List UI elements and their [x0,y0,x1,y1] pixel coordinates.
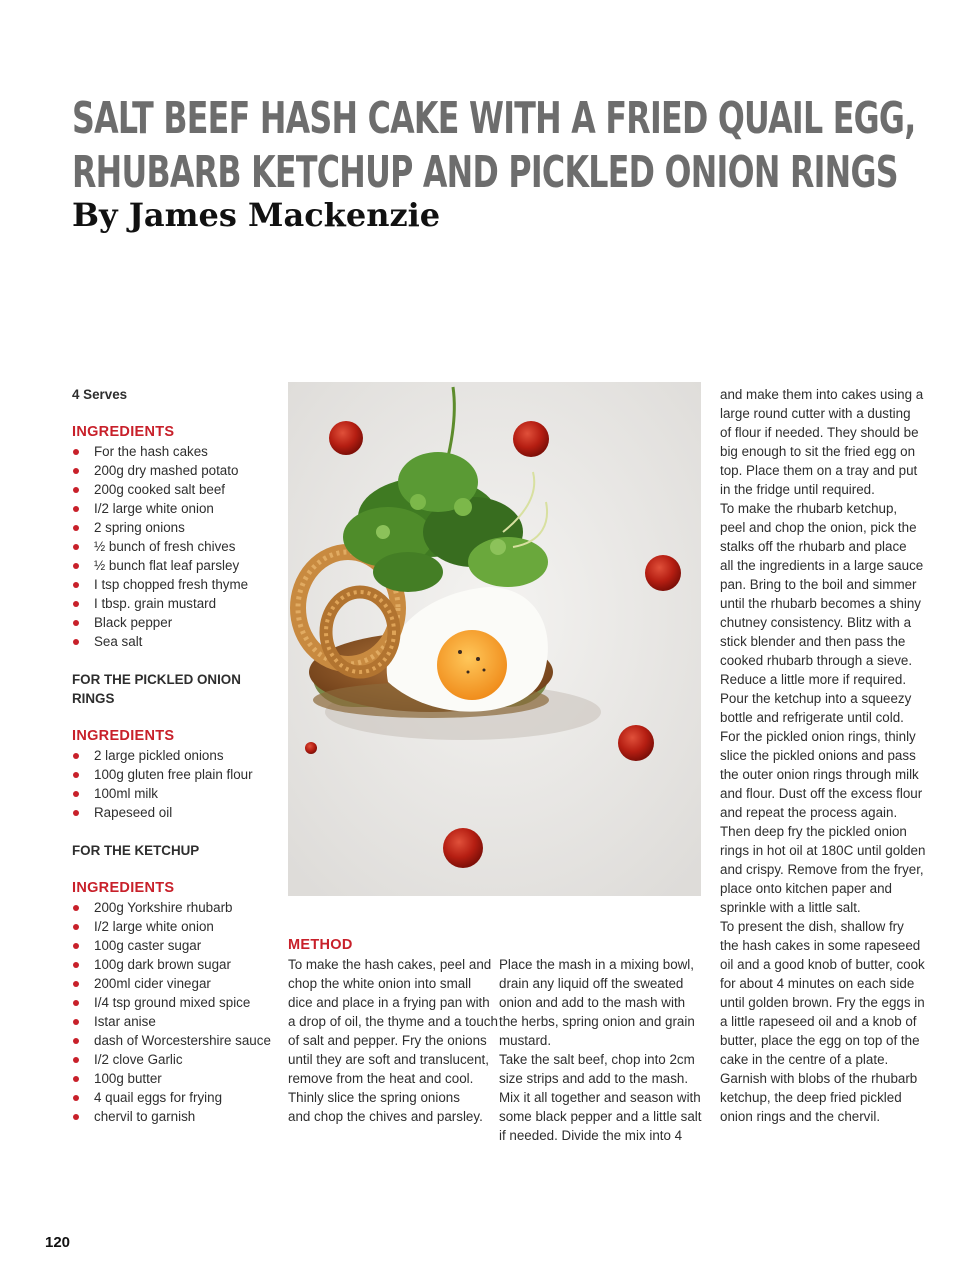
text-line: big enough to sit the fried egg on [720,444,916,459]
ketchup-subheading: FOR THE KETCHUP [72,843,200,858]
text-line: onion rings and the chervil. [720,1109,881,1124]
text-line: and chop the chives and parsley. [288,1109,483,1124]
text-line: some black pepper and a little salt [499,1109,702,1124]
title-line-1: SALT BEEF HASH CAKE WITH A FRIED QUAIL EGG, [72,93,916,144]
page-number: 120 [45,1234,71,1251]
ingredients-list-onion [72,746,282,822]
text-line: chutney consistency. Blitz with a [720,615,912,630]
text-line: the outer onion rings through milk [720,767,919,782]
ingredient-item: Sea salt [72,632,282,651]
text-line: until the rhubarb becomes a shiny [720,596,921,611]
author-byline: By James Mackenzie [72,196,441,234]
text-line: stick blender and then pass the [720,634,906,649]
text-line: slice the pickled onions and pass [720,748,916,763]
ingredient-item: I/2 large white onion [72,499,282,518]
method-column-2 [499,936,705,1145]
ingredients-heading-hash: INGREDIENTS [72,424,175,440]
text-line: size strips and add to the mash. [499,1071,689,1086]
text-line: stalks off the rhubarb and place [720,539,907,554]
text-line: cooked rhubarb through a sieve. [720,653,913,668]
text-line: if needed. Divide the mix into 4 [499,1128,683,1143]
text-line: bottle and refrigerate until cold. [720,710,904,725]
text-line: To present the dish, shallow fry [720,919,904,934]
ingredient-item: 100g gluten free plain flour [72,765,282,784]
text-line: large round cutter with a dusting [720,406,911,421]
ingredient-item: I/2 clove Garlic [72,1050,282,1069]
ingredient-item: I tsp chopped fresh thyme [72,575,282,594]
text-line: drain any liquid off the sweated [499,976,684,991]
text-line: chop the white onion into small [288,976,472,991]
ingredient-item: 100g caster sugar [72,936,282,955]
ingredients-heading-onion: INGREDIENTS [72,728,175,744]
ingredient-item: 2 large pickled onions [72,746,282,765]
text-line: butter, place the egg on top of the [720,1033,920,1048]
text-line: Reduce a little more if required. [720,672,907,687]
ingredient-item: I/4 tsp ground mixed spice [72,993,282,1012]
pickled-onion-subheading-line2: RINGS [72,691,115,706]
ingredient-item: 200g dry mashed potato [72,461,282,480]
text-line: Take the salt beef, chop into 2cm [499,1052,695,1067]
text-line: For the pickled onion rings, thinly [720,729,916,744]
ingredient-item: I tbsp. grain mustard [72,594,282,613]
text-line: a drop of oil, the thyme and a touch [288,1014,498,1029]
method-text-1 [288,955,498,1126]
ingredient-item: 4 quail eggs for frying [72,1088,282,1107]
ingredient-item: Istar anise [72,1012,282,1031]
ingredients-list-ketchup [72,898,282,1126]
ingredient-item: Rapeseed oil [72,803,282,822]
ingredient-item: Black pepper [72,613,282,632]
title-line-2: RHUBARB KETCHUP AND PICKLED ONION RINGS [72,147,898,198]
serves-label: 4 Serves [72,387,128,402]
text-line: and flour. Dust off the excess flour [720,786,923,801]
text-line: onion and add to the mash with [499,995,686,1010]
ingredients-column [72,385,282,1126]
text-line: remove from the heat and cool. [288,1071,474,1086]
ingredient-item: ½ bunch flat leaf parsley [72,556,282,575]
text-line: of flour if needed. They should be [720,425,919,440]
text-line: Thinly slice the spring onions [288,1090,460,1105]
text-line: sprinkle with a little salt. [720,900,861,915]
text-line: of salt and pepper. Fry the onions [288,1033,487,1048]
pickled-onion-subheading-line1: FOR THE PICKLED ONION [72,672,241,687]
ingredient-item: 200g cooked salt beef [72,480,282,499]
text-line: Garnish with blobs of the rhubarb [720,1071,918,1086]
text-line: in the fridge until required. [720,482,875,497]
text-line: To make the rhubarb ketchup, [720,501,898,516]
ingredient-item: 100ml milk [72,784,282,803]
ingredients-heading-ketchup: INGREDIENTS [72,880,175,896]
text-line: dice and place in a frying pan with [288,995,490,1010]
text-line: and crispy. Remove from the fryer, [720,862,924,877]
recipe-title [72,92,916,200]
dish-photo [288,382,701,896]
method-text-3 [720,385,925,1126]
text-line: rings in hot oil at 180C until golden [720,843,926,858]
ingredient-item: 200g Yorkshire rhubarb [72,898,282,917]
text-line: Pour the ketchup into a squeezy [720,691,912,706]
text-line: Mix it all together and season with [499,1090,701,1105]
text-line: all the ingredients in a large sauce [720,558,924,573]
ingredient-item: 100g dark brown sugar [72,955,282,974]
text-line: until they are soft and translucent, [288,1052,489,1067]
text-line: pan. Bring to the boil and simmer [720,577,917,592]
text-line: the herbs, spring onion and grain [499,1014,695,1029]
text-line: ketchup, the deep fried pickled [720,1090,902,1105]
ingredients-list-hash [72,442,282,651]
method-column-1 [288,936,498,1126]
ingredient-item: I/2 large white onion [72,917,282,936]
text-line: until golden brown. Fry the eggs in [720,995,925,1010]
method-column-3 [720,385,925,1126]
text-line: top. Place them on a tray and put [720,463,918,478]
ingredient-item: For the hash cakes [72,442,282,461]
ingredient-item: 100g butter [72,1069,282,1088]
text-line: oil and a good knob of butter, cook [720,957,925,972]
text-line: the hash cakes in some rapeseed [720,938,921,953]
ingredient-item: ½ bunch of fresh chives [72,537,282,556]
text-line: cake in the centre of a plate. [720,1052,889,1067]
text-line: a little rapeseed oil and a knob of [720,1014,917,1029]
ingredient-item: 2 spring onions [72,518,282,537]
text-line: and make them into cakes using a [720,387,924,402]
method-text-2 [499,955,705,1145]
text-line: peel and chop the onion, pick the [720,520,917,535]
text-line: place onto kitchen paper and [720,881,892,896]
method-heading: METHOD [288,937,353,953]
text-line: Then deep fry the pickled onion [720,824,907,839]
text-line: and repeat the process again. [720,805,898,820]
text-line: To make the hash cakes, peel and [288,957,492,972]
ingredient-item: dash of Worcestershire sauce [72,1031,282,1050]
text-line: for about 4 minutes on each side [720,976,915,991]
pickled-onion-subheading [72,670,282,708]
ingredient-item: 200ml cider vinegar [72,974,282,993]
ingredient-item: chervil to garnish [72,1107,282,1126]
text-line: Place the mash in a mixing bowl, [499,957,695,972]
text-line: mustard. [499,1033,552,1048]
